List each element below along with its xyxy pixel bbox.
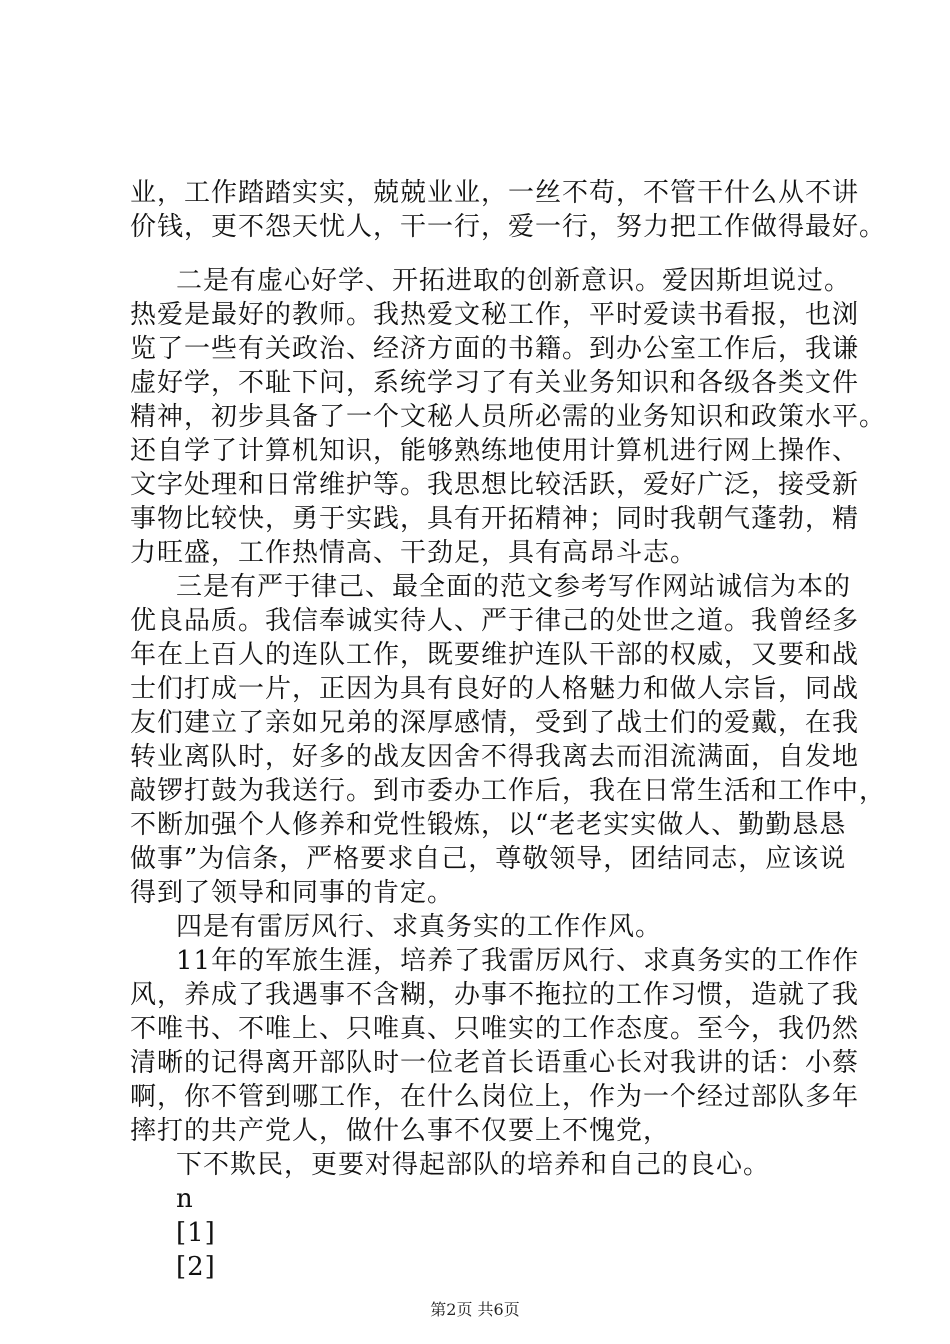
paragraph-line: 下不欺民，更要对得起部队的培养和自己的良心。 [176, 1150, 771, 1180]
paragraph-line: 价钱，更不怨天忧人，干一行，爱一行，努力把工作做得最好。 [130, 212, 887, 242]
paragraph-line: 不断加强个人修养和党性锻炼，以“老老实实做人、勤勤恳恳 [130, 810, 847, 840]
paragraph-line: 力旺盛，工作热情高、干劲足，具有高昂斗志。 [130, 538, 698, 568]
paragraph-line: 清晰的记得离开部队时一位老首长语重心长对我讲的话：小蔡 [130, 1048, 860, 1078]
paragraph-line: 士们打成一片，正因为具有良好的人格魅力和做人宗旨，同战 [130, 674, 860, 704]
page-number-footer: 第2页 共6页 [430, 1300, 520, 1319]
paragraph-line: 不唯书、不唯上、只唯真、只唯实的工作态度。至今，我仍然 [130, 1014, 860, 1044]
paragraph-line: 摔打的共产党人，做什么事不仅要上不愧党， [130, 1116, 671, 1146]
paragraph-line: 文字处理和日常维护等。我思想比较活跃，爱好广泛，接受新 [130, 470, 860, 500]
paragraph-line: 风，养成了我遇事不含糊，办事不拖拉的工作习惯，造就了我 [130, 980, 860, 1010]
paragraph-line: 业，工作踏踏实实，兢兢业业，一丝不苟，不管干什么从不讲 [130, 178, 860, 208]
paragraph-line: 还自学了计算机知识，能够熟练地使用计算机进行网上操作、 [130, 436, 860, 466]
paragraph-line: 热爱是最好的教师。我热爱文秘工作，平时爱读书看报，也浏 [130, 300, 860, 330]
paragraph-line: 敲锣打鼓为我送行。到市委办工作后，我在日常生活和工作中， [130, 776, 887, 806]
paragraph-line: 四是有雷厉风行、求真务实的工作作风。 [176, 912, 663, 942]
paragraph-line: 转业离队时，好多的战友因舍不得我离去而泪流满面，自发地 [130, 742, 860, 772]
paragraph-line: 啊，你不管到哪工作，在什么岗位上，作为一个经过部队多年 [130, 1082, 860, 1112]
paragraph-line: 事物比较快，勇于实践，具有开拓精神；同时我朝气蓬勃，精 [130, 504, 860, 534]
paragraph-line: 得到了领导和同事的肯定。 [130, 878, 455, 908]
paragraph-line: 三是有严于律己、最全面的范文参考写作网站诚信为本的 [176, 572, 852, 602]
paragraph-line: 11年的军旅生涯，培养了我雷厉风行、求真务实的工作作 [176, 946, 860, 976]
paragraph-line: 优良品质。我信奉诚实待人、严于律己的处世之道。我曾经多 [130, 606, 860, 636]
paragraph-line: 友们建立了亲如兄弟的深厚感情，受到了战士们的爱戴，在我 [130, 708, 860, 738]
paragraph-line: 览了一些有关政治、经济方面的书籍。到办公室工作后，我谦 [130, 334, 860, 364]
paragraph-line: 虚好学，不耻下问，系统学习了有关业务知识和各级各类文件 [130, 368, 860, 398]
reference-marker: [1] [176, 1218, 216, 1248]
paragraph-line: 精神，初步具备了一个文秘人员所必需的业务知识和政策水平。 [130, 402, 887, 432]
paragraph-line: 年在上百人的连队工作，既要维护连队干部的权威，又要和战 [130, 640, 860, 670]
paragraph-line: 做事”为信条，严格要求自己，尊敬领导，团结同志，应该说 [130, 844, 847, 874]
paragraph-line: n [176, 1184, 194, 1214]
paragraph-line: 二是有虚心好学、开拓进取的创新意识。爱因斯坦说过。 [176, 266, 852, 296]
reference-marker: [2] [176, 1252, 216, 1282]
